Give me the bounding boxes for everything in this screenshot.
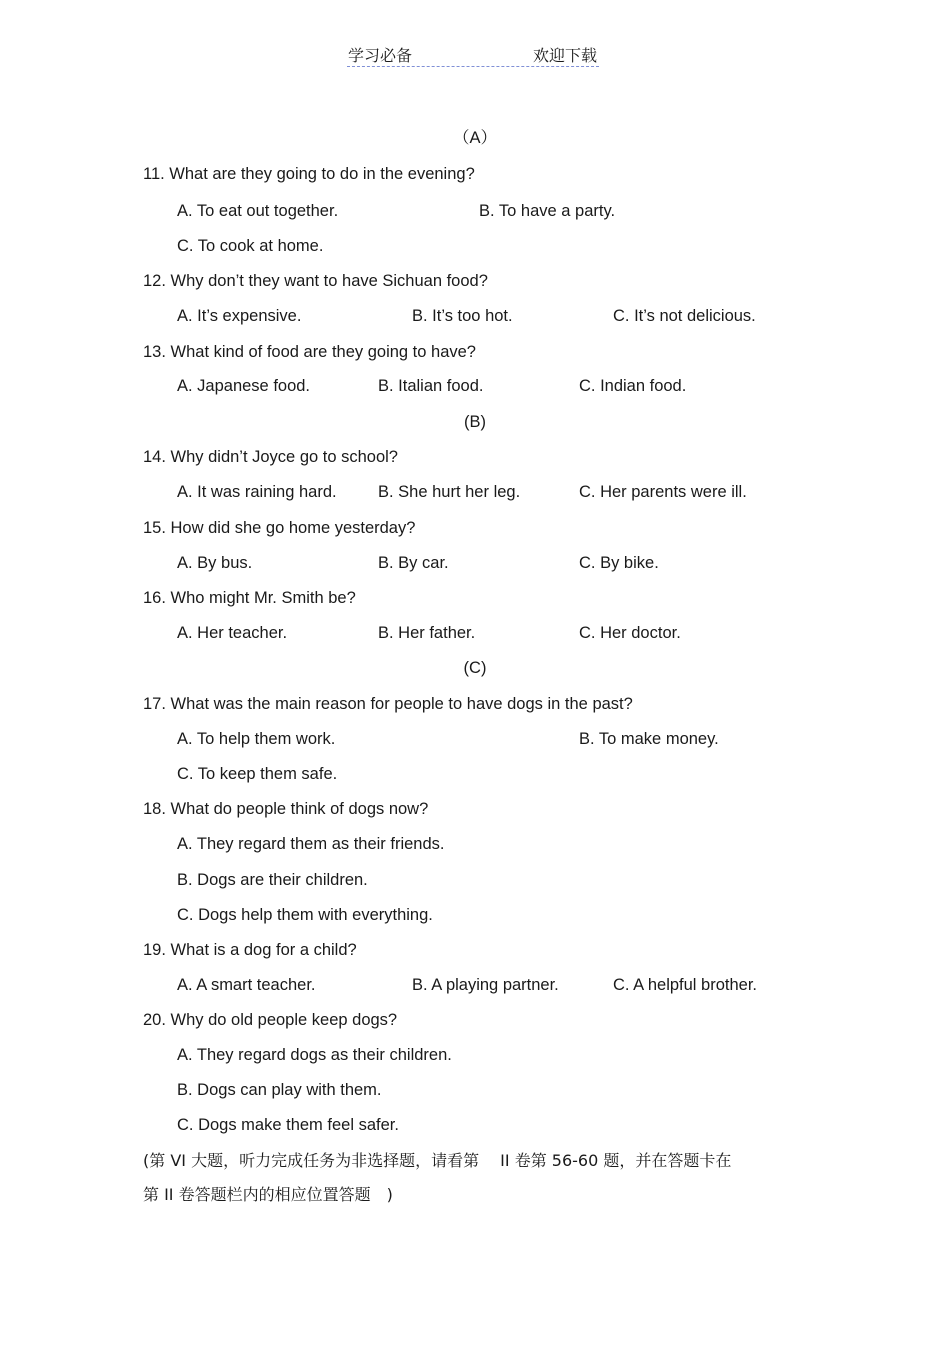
q19-option-c: C. A helpful brother.: [613, 976, 758, 994]
question-12: 12. Why don’t they want to have Sichuan food?: [143, 272, 488, 290]
q16-option-c: C. Her doctor.: [579, 624, 681, 642]
q14-option-c: C. Her parents were ill.: [579, 483, 747, 501]
q18-option-c: C. Dogs help them with everything.: [177, 906, 433, 924]
q20-option-a: A. They regard dogs as their children.: [177, 1046, 452, 1064]
q13-option-c: C. Indian food.: [579, 377, 687, 395]
note-line-2: 第 II 卷答题栏内的相应位置答题 ): [143, 1185, 393, 1204]
q12-option-b: B. It’s too hot.: [412, 307, 513, 325]
q11-option-a: A. To eat out together.: [177, 202, 339, 220]
q14-option-b: B. She hurt her leg.: [378, 483, 521, 501]
q17-option-b: B. To make money.: [579, 730, 719, 748]
page-header: [347, 42, 599, 67]
question-16: 16. Who might Mr. Smith be?: [143, 589, 356, 607]
q18-option-a: A. They regard them as their friends.: [177, 835, 445, 853]
q19-option-b: B. A playing partner.: [412, 976, 559, 994]
question-13: 13. What kind of food are they going to have?: [143, 343, 476, 361]
q11-option-b: B. To have a party.: [479, 202, 616, 220]
q20-option-c: C. Dogs make them feel safer.: [177, 1116, 399, 1134]
note-line-1: (第 VI 大题，听力完成任务为非选择题，请看第 II 卷第 56-60 题，并在答题卡在: [143, 1151, 732, 1170]
q12-option-c: C. It’s not delicious.: [613, 307, 756, 325]
question-15: 15. How did she go home yesterday?: [143, 519, 416, 537]
q17-option-c: C. To keep them safe.: [177, 765, 338, 783]
q15-option-b: B. By car.: [378, 554, 449, 572]
question-20: 20. Why do old people keep dogs?: [143, 1011, 398, 1029]
question-18: 18. What do people think of dogs now?: [143, 800, 429, 818]
q13-option-a: A. Japanese food.: [177, 377, 311, 395]
section-b-label: (B): [464, 413, 486, 431]
q20-option-b: B. Dogs can play with them.: [177, 1081, 382, 1099]
header-right-text: 欢迎下载: [532, 46, 597, 65]
q19-option-a: A. A smart teacher.: [177, 976, 316, 994]
q11-option-c: C. To cook at home.: [177, 237, 324, 255]
question-11: 11. What are they going to do in the evening?: [143, 165, 475, 183]
q17-option-a: A. To help them work.: [177, 730, 336, 748]
header-left-text: 学习必备: [348, 46, 413, 65]
q15-option-c: C. By bike.: [579, 554, 659, 572]
section-a-label: （A）: [452, 129, 497, 147]
q16-option-b: B. Her father.: [378, 624, 476, 642]
section-c-label: (C): [463, 659, 487, 677]
q15-option-a: A. By bus.: [177, 554, 253, 572]
question-17: 17. What was the main reason for people to have dogs in the past?: [143, 695, 633, 713]
q18-option-b: B. Dogs are their children.: [177, 871, 368, 889]
q13-option-b: B. Italian food.: [378, 377, 484, 395]
q12-option-a: A. It’s expensive.: [177, 307, 302, 325]
question-19: 19. What is a dog for a child?: [143, 941, 357, 959]
question-14: 14. Why didn’t Joyce go to school?: [143, 448, 398, 466]
q14-option-a: A. It was raining hard.: [177, 483, 337, 501]
q16-option-a: A. Her teacher.: [177, 624, 288, 642]
